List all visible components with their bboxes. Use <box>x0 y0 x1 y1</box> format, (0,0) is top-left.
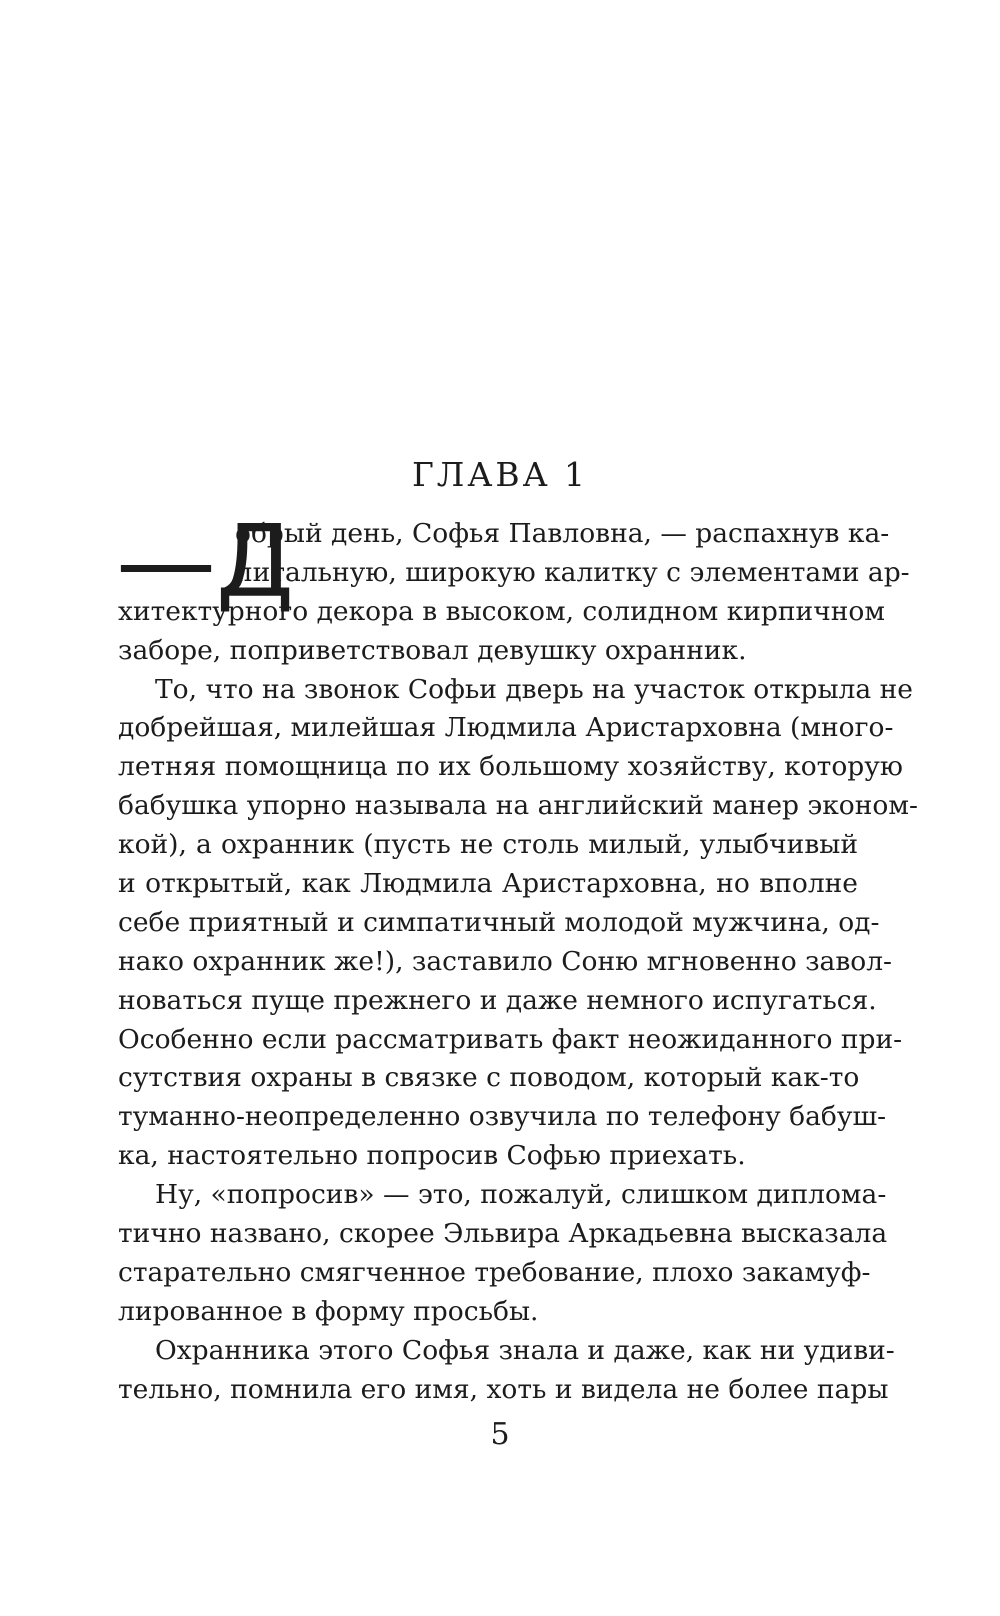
text-line: ка, настоятельно попросив Софью приехать. <box>118 1140 746 1172</box>
text-line: нако охранник же!), заставило Соню мгновенно завол- <box>118 945 892 977</box>
text-line: кой), а охранник (пусть не столь милый, улыбчивый <box>118 829 858 861</box>
text-line: старательно смягченное требование, плохо закамуф- <box>118 1256 871 1288</box>
text-line: питальную, широкую калитку с элементами ар- <box>235 556 910 588</box>
paragraph <box>118 1332 895 1410</box>
page-number: 5 <box>490 1417 510 1452</box>
text-line: Охранника этого Софья знала и даже, как ни удиви- <box>155 1334 895 1366</box>
text-line: Ну, «попросив» — это, пожалуй, слишком диплома- <box>155 1179 887 1211</box>
text-line: новаться пуще прежнего и даже немного испугаться. <box>118 984 877 1016</box>
text-line: бабушка упорно называла на английский манер эконом- <box>118 790 918 822</box>
text-line: тельно, помнила его имя, хоть и видела не более пары <box>118 1373 889 1405</box>
body-text <box>116 503 918 1409</box>
text-line: То, что на звонок Софьи дверь на участок открыла не <box>155 673 913 705</box>
text-line: лированное в форму просьбы. <box>118 1295 539 1327</box>
text-line: и открытый, как Людмила Аристарховна, но вполне <box>118 868 858 900</box>
text-line: Особенно если рассматривать факт неожиданного при- <box>118 1023 903 1055</box>
text-line: сутствия охраны в связке с поводом, который как-то <box>118 1062 860 1094</box>
text-line: себе приятный и симпатичный молодой мужчина, од- <box>118 906 880 938</box>
paragraph <box>118 1176 888 1332</box>
text-line: заборе, поприветствовал девушку охранник. <box>118 634 747 666</box>
text-line: туманно-неопределенно озвучила по телефону бабуш- <box>118 1101 887 1133</box>
drop-cap: —Д <box>116 503 295 620</box>
text-line: обрый день, Софья Павловна, — распахнув ка- <box>235 518 890 549</box>
first-paragraph <box>116 503 910 671</box>
text-line: хитектурного декора в высоком, солидном кирпичном <box>118 595 885 627</box>
text-line: тично названо, скорее Эльвира Аркадьевна высказала <box>118 1218 888 1250</box>
text-line: летняя помощница по их большому хозяйству, которую <box>118 751 903 783</box>
paragraph <box>118 671 918 1177</box>
text-line: добрейшая, милейшая Людмила Аристарховна (много- <box>118 712 894 744</box>
chapter-title: ГЛАВА 1 <box>411 455 589 494</box>
